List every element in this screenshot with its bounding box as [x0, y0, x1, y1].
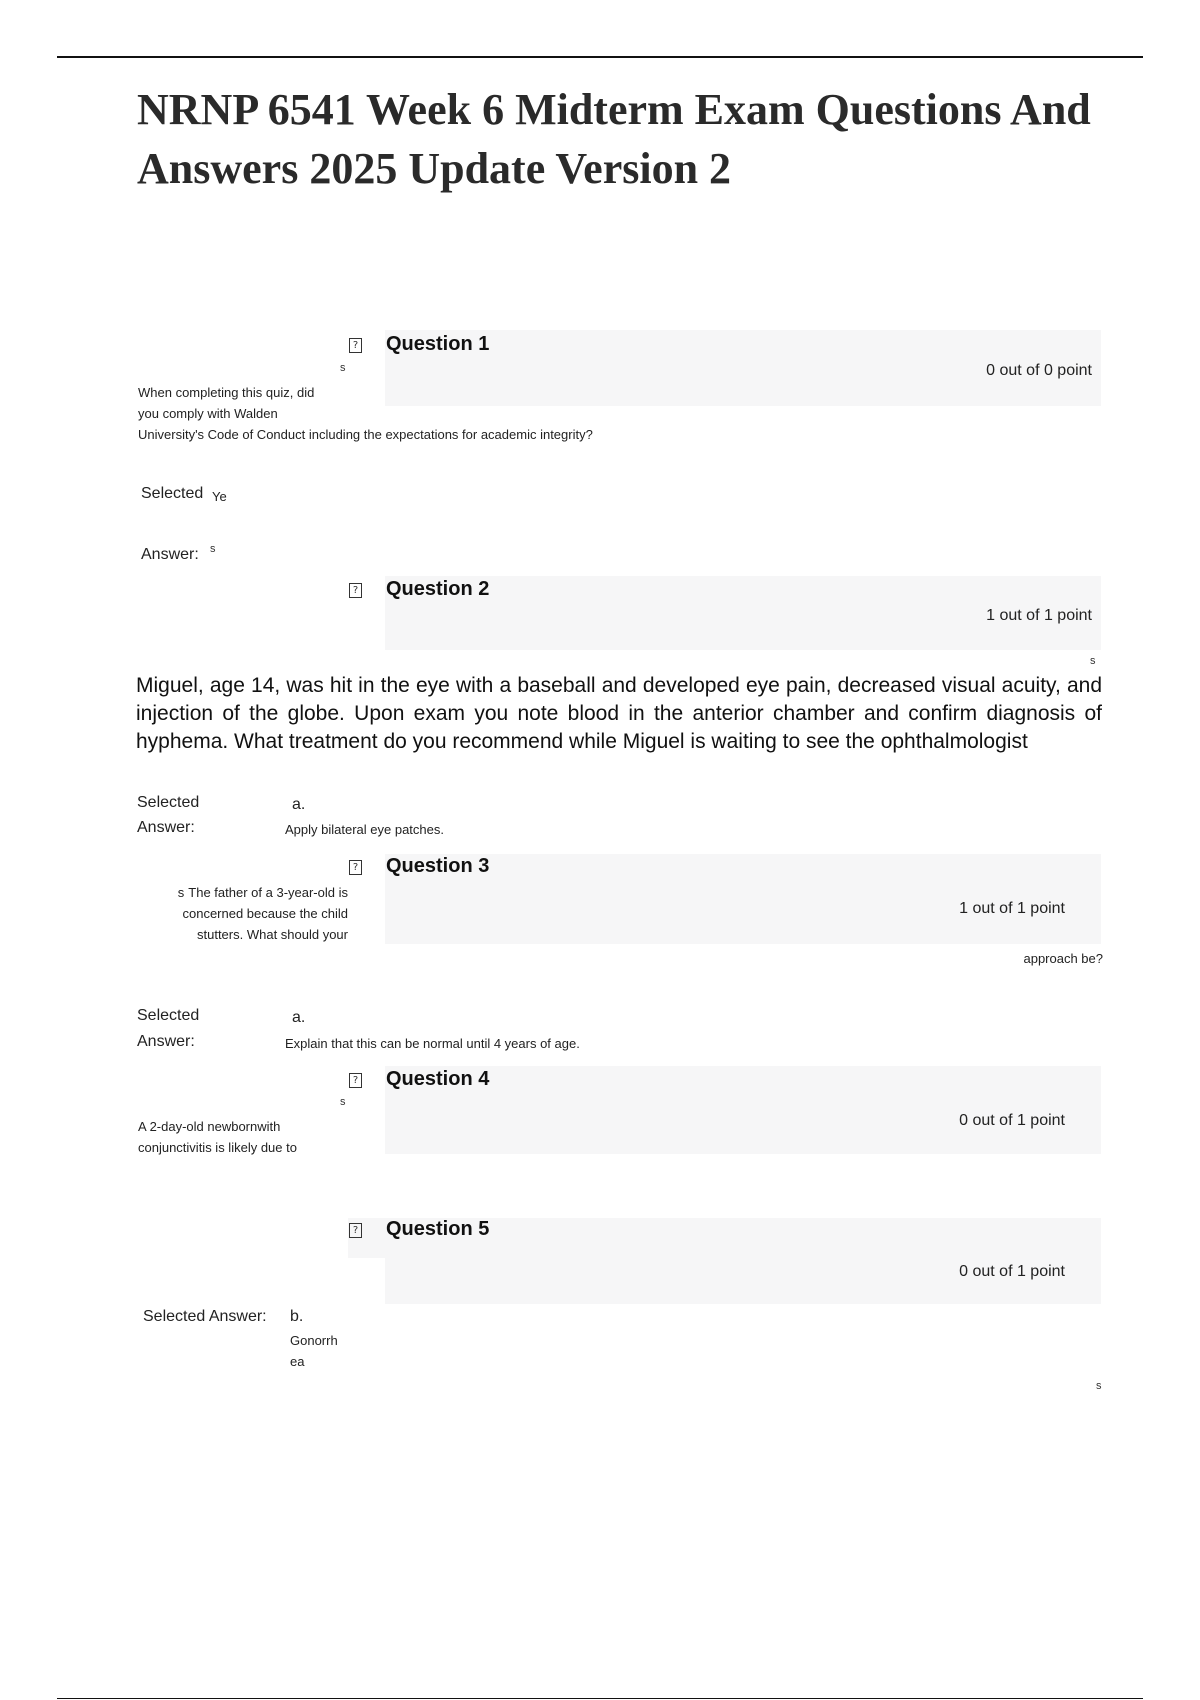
prompt-line: The father of a 3-year-old is — [188, 885, 348, 900]
question-5-trailing-mark: s — [1096, 1380, 1102, 1392]
question-5-selected-label: Selected Answer: — [143, 1308, 267, 1325]
question-3-heading: Question 3 — [386, 855, 490, 877]
question-2-score-tail: s — [1090, 655, 1096, 667]
question-3-prompt-tail: approach be? — [1023, 951, 1103, 966]
question-1-prompt — [138, 382, 738, 445]
question-3-prompt — [140, 882, 348, 945]
question-2-prompt: Miguel, age 14, was hit in the eye with a baseball and developed eye pain, decreased visual acuity, and injection of the globe. Upon exam you note blood in the anterior chamber and confirm diagnosis of hyphema. What treatment do you recommend while Miguel is waiting to see the ophthalmologist — [136, 674, 1102, 753]
question-5-heading: Question 5 — [386, 1218, 490, 1240]
question-2-option: a. — [292, 796, 306, 813]
question-2-answer-label: Answer: — [137, 819, 195, 836]
question-1-selected-label: Selected — [141, 485, 204, 502]
question-5-header-bar — [385, 1218, 1101, 1304]
question-mark-box-icon: ? — [349, 338, 362, 353]
prompt-line: concerned because the child — [182, 906, 348, 921]
question-1-heading: Question 1 — [386, 333, 490, 355]
question-3-answer-label: Answer: — [137, 1033, 195, 1050]
question-2-score: 1 out of 1 point — [986, 607, 1092, 624]
question-4-header-bar — [385, 1066, 1101, 1154]
bottom-rule — [57, 1698, 1143, 1699]
prompt-line: A 2-day-old newbornwith — [138, 1119, 281, 1134]
question-2-heading: Question 2 — [386, 578, 490, 600]
prompt-line: When completing this quiz, did — [138, 385, 315, 400]
question-3-option: a. — [292, 1009, 306, 1026]
question-2-selected-label: Selected — [137, 794, 200, 811]
question-4-score-tail: s — [340, 1096, 346, 1108]
prompt-line: you comply with Walden — [138, 406, 278, 421]
prompt-line: conjunctivitis is likely due to — [138, 1140, 297, 1155]
question-1-answer-tail: s — [210, 543, 216, 555]
question-1-selected-value: Ye — [212, 489, 227, 504]
question-1-answer-label: Answer: — [141, 546, 199, 563]
question-mark-box-icon: ? — [349, 583, 362, 598]
question-2-answer: Apply bilateral eye patches. — [285, 822, 444, 837]
question-3-selected-label: Selected — [137, 1007, 200, 1024]
question-3-header-bar — [385, 854, 1101, 944]
question-5-option: b. — [290, 1308, 304, 1325]
question-4-score: 0 out of 1 point — [959, 1112, 1065, 1129]
question-1-score-tail: s — [340, 362, 346, 374]
answer-line: Gonorrh — [290, 1333, 338, 1348]
question-mark-box-icon: ? — [349, 860, 362, 875]
answer-line: ea — [290, 1354, 305, 1369]
document-title: NRNP 6541 Week 6 Midterm Exam Questions And Answers 2025 Update Version 2 — [137, 85, 1091, 193]
question-1-score: 0 out of 0 point — [986, 362, 1092, 379]
prompt-line: University's Code of Conduct including the expectations for academic integrity? — [138, 427, 593, 442]
question-3-score-tail: s — [177, 885, 185, 900]
question-5-answer — [290, 1330, 338, 1372]
question-3-answer: Explain that this can be normal until 4 years of age. — [285, 1036, 580, 1051]
question-3-score: 1 out of 1 point — [959, 900, 1065, 917]
question-4-prompt — [138, 1116, 378, 1158]
question-4-heading: Question 4 — [386, 1068, 490, 1090]
question-mark-box-icon: ? — [349, 1223, 362, 1238]
prompt-line: stutters. What should your — [196, 927, 348, 942]
top-rule — [57, 56, 1143, 58]
question-mark-box-icon: ? — [349, 1073, 362, 1088]
question-5-score: 0 out of 1 point — [959, 1263, 1065, 1280]
